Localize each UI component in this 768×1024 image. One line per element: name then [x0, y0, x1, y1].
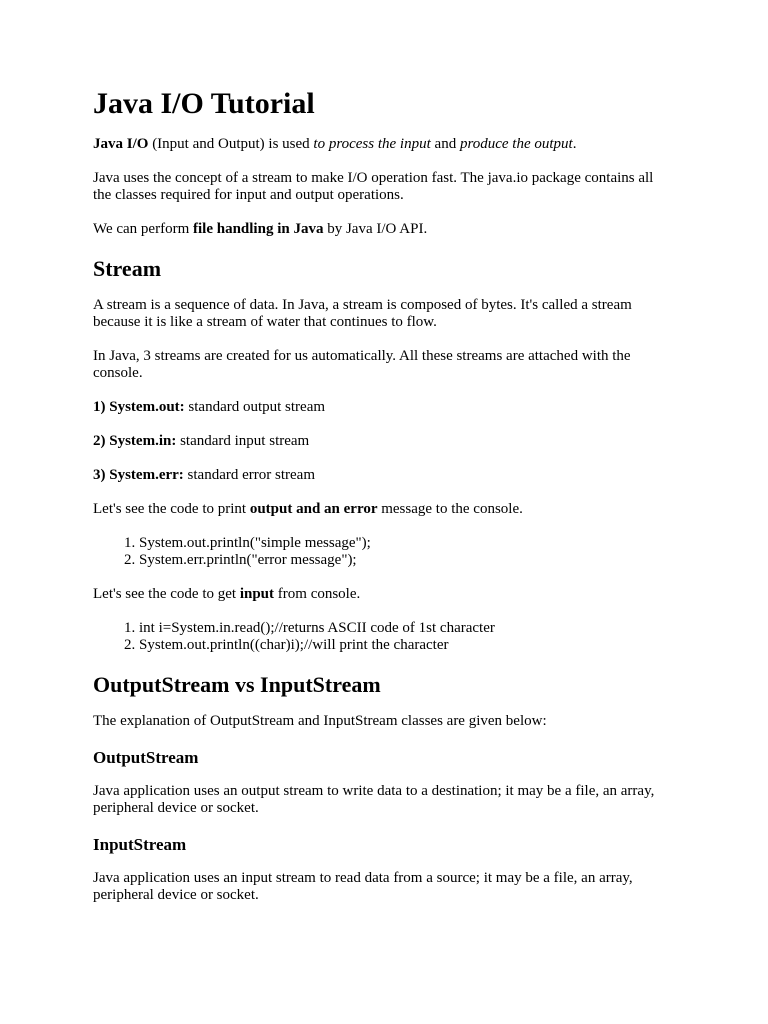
intro-italic-2: produce the output: [459, 136, 573, 152]
stream-item-desc: standard input stream: [176, 433, 310, 449]
intro-text-1: (Input and Output) is used: [148, 136, 314, 152]
intro-p3-bold: file handling in Java: [193, 221, 324, 237]
intro-paragraph-3: [93, 221, 675, 238]
input-intro-text-1: Let's see the code to get: [93, 586, 240, 602]
stream-item-system-in: [93, 433, 675, 450]
stream-item-label: 1) System.out:: [93, 399, 185, 415]
intro-text-2: and: [430, 136, 460, 152]
output-code-list: [93, 535, 675, 569]
intro-italic-1: to process the input: [313, 136, 431, 152]
inputstream-heading: InputStream: [93, 835, 187, 854]
input-intro-bold: input: [239, 586, 275, 602]
input-intro-text-2: from console.: [274, 586, 361, 602]
output-intro-text-2: message to the console.: [377, 501, 523, 517]
input-code-intro: [93, 586, 675, 603]
stream-item-label: 3) System.err:: [93, 467, 184, 483]
intro-text-3: .: [572, 136, 577, 152]
input-code-list: [93, 620, 675, 654]
code-line: 2. System.err.println("error message");: [139, 552, 675, 569]
stream-item-system-err: [93, 467, 675, 484]
os-vs-is-heading: OutputStream vs InputStream: [93, 672, 381, 697]
stream-item-label: 2) System.in:: [93, 433, 177, 449]
intro-paragraph-2: Java uses the concept of a stream to make I/O operation fast. The java.io package contains all the classes required for input and output operations.: [93, 170, 654, 203]
inputstream-paragraph: Java application uses an input stream to read data from a source; it may be a file, an array, peripheral device or socket.: [93, 870, 633, 903]
intro-bold-term: Java I/O: [93, 136, 149, 152]
intro-p3-text-2: by Java I/O API.: [323, 221, 428, 237]
stream-item-desc: standard output stream: [184, 399, 326, 415]
stream-paragraph-2: In Java, 3 streams are created for us automatically. All these streams are attached with the console.: [93, 348, 631, 381]
code-line: 1. System.out.println("simple message");: [139, 535, 675, 552]
stream-item-desc: standard error stream: [183, 467, 315, 483]
output-intro-bold: output and an error: [249, 501, 378, 517]
outputstream-paragraph: Java application uses an output stream to write data to a destination; it may be a file, an array, peripheral device or socket.: [93, 783, 655, 816]
outputstream-heading: OutputStream: [93, 748, 199, 767]
page-title: Java I/O Tutorial: [93, 87, 315, 120]
output-code-intro: [93, 501, 675, 518]
intro-p3-text-1: We can perform: [93, 221, 193, 237]
stream-paragraph-1: A stream is a sequence of data. In Java, a stream is composed of bytes. It's called a stream because it is like a stream of water that continues to flow.: [93, 297, 632, 330]
os-vs-is-paragraph: The explanation of OutputStream and InputStream classes are given below:: [93, 713, 547, 729]
stream-heading: Stream: [93, 256, 162, 281]
code-line: 1. int i=System.in.read();//returns ASCII code of 1st character: [139, 620, 675, 637]
intro-paragraph-1: [93, 136, 675, 153]
output-intro-text-1: Let's see the code to print: [93, 501, 250, 517]
stream-item-system-out: [93, 399, 675, 416]
code-line: 2. System.out.println((char)i);//will print the character: [139, 637, 675, 654]
